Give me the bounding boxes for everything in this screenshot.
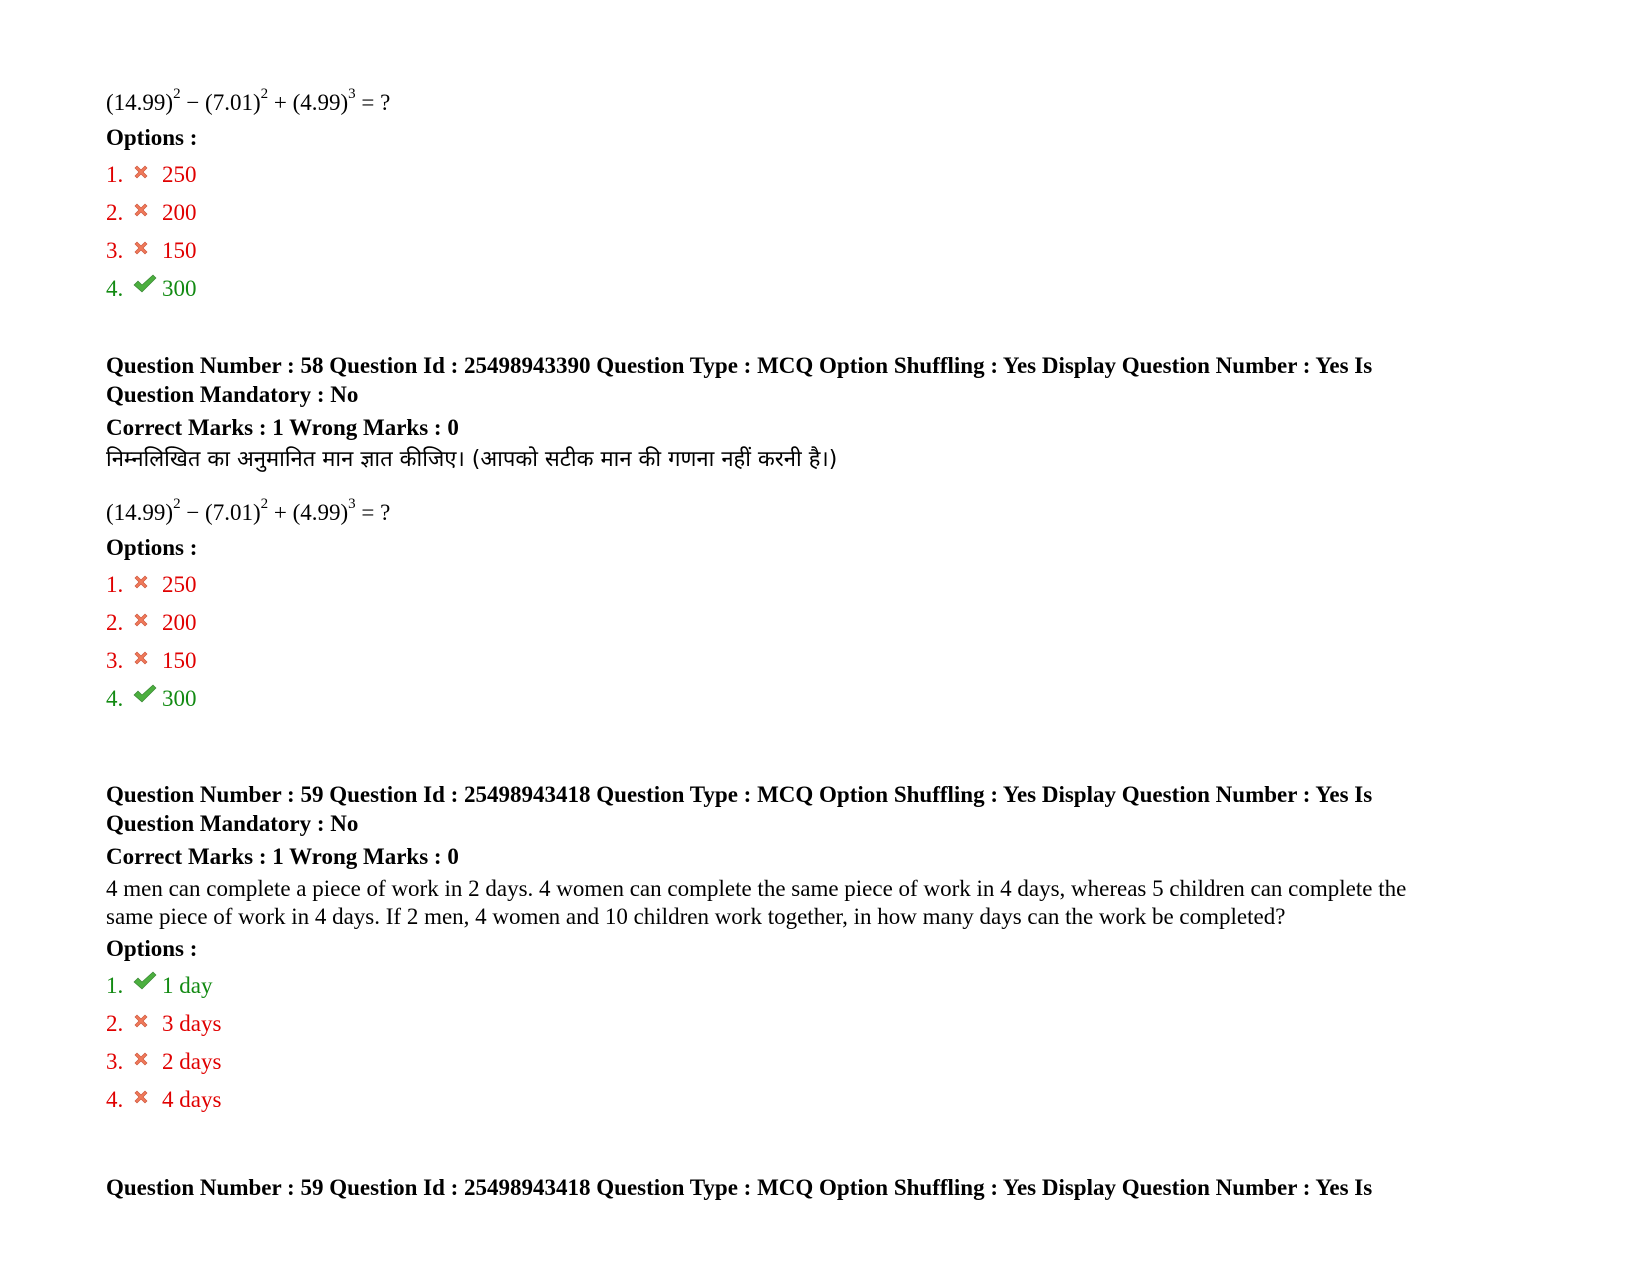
cross-icon [132,1042,162,1070]
option-item [106,1043,1546,1081]
option-item [106,680,1546,718]
math-expression: $(14.99)^2 - (7.01)^2 + (4.99)^3$ = ? [106,496,391,525]
question-meta-line: Question Number : 58 Question Id : 25498943390 Question Type : MCQ Option Shuffling : Yes Display Question Number : Yes Is [106,353,1373,378]
option-item [106,270,1546,308]
option-number: 4. [106,276,124,301]
cross-icon [132,193,162,221]
option-number: 2. [106,200,124,225]
option-text: 300 [162,686,197,711]
question-text-line: 4 men can complete a piece of work in 2 days. 4 women can complete the same piece of work in 4 days, whereas 5 children can complete the [106,876,1407,901]
option-text: 2 days [162,1049,222,1074]
option-item [106,194,1546,232]
options-label: Options : [106,535,198,560]
option-number: 3. [106,1049,124,1074]
option-text: 1 day [162,973,213,998]
option-item [106,232,1546,270]
cross-icon [132,603,162,631]
math-expression: $(14.99)^2 - (7.01)^2 + (4.99)^3$ = ? [106,86,391,115]
question-59-block [106,780,1546,1119]
question-text-hindi: निम्नलिखित का अनुमानित मान ज्ञात कीजिए। (आपको सटीक मान की गणना नहीं करनी है।) [106,447,838,472]
option-number: 1. [106,973,124,998]
option-text: 150 [162,238,197,263]
question-mandatory-line: Question Mandatory : No [106,811,359,836]
option-item [106,642,1546,680]
option-number: 3. [106,648,124,673]
option-item [106,566,1546,604]
check-icon [132,966,162,994]
check-icon [132,269,162,297]
check-icon [132,679,162,707]
question-text-line: same piece of work in 4 days. If 2 men, 4 women and 10 children work together, in how many days can the work be completed? [106,904,1286,929]
cross-icon [132,1080,162,1108]
option-item [106,967,1546,1005]
options-list [106,566,1546,718]
question-meta-line: Question Number : 59 Question Id : 25498943418 Question Type : MCQ Option Shuffling : Yes Display Question Number : Yes Is [106,782,1373,807]
option-item [106,156,1546,194]
option-item [106,1005,1546,1043]
options-list [106,967,1546,1119]
option-text: 150 [162,648,197,673]
options-label: Options : [106,125,198,150]
option-item [106,1081,1546,1119]
option-number: 4. [106,686,124,711]
question-59-repeat-block [106,1173,1546,1202]
cross-icon [132,641,162,669]
cross-icon [132,565,162,593]
option-text: 200 [162,610,197,635]
question-marks: Correct Marks : 1 Wrong Marks : 0 [106,844,459,869]
option-number: 2. [106,1011,124,1036]
cross-icon [132,231,162,259]
question-58-block [106,351,1546,718]
option-text: 250 [162,162,197,187]
option-text: 4 days [162,1087,222,1112]
option-text: 3 days [162,1011,222,1036]
options-label: Options : [106,936,198,961]
option-number: 1. [106,162,124,187]
question-mandatory-line: Question Mandatory : No [106,382,359,407]
question-marks: Correct Marks : 1 Wrong Marks : 0 [106,415,459,440]
options-list [106,156,1546,308]
option-number: 1. [106,572,124,597]
option-text: 200 [162,200,197,225]
cross-icon [132,155,162,183]
option-text: 250 [162,572,197,597]
option-number: 3. [106,238,124,263]
option-number: 2. [106,610,124,635]
option-item [106,604,1546,642]
prev-question-block [106,88,1546,308]
cross-icon [132,1004,162,1032]
option-number: 4. [106,1087,124,1112]
question-meta-line: Question Number : 59 Question Id : 25498943418 Question Type : MCQ Option Shuffling : Yes Display Question Number : Yes Is [106,1175,1373,1200]
option-text: 300 [162,276,197,301]
